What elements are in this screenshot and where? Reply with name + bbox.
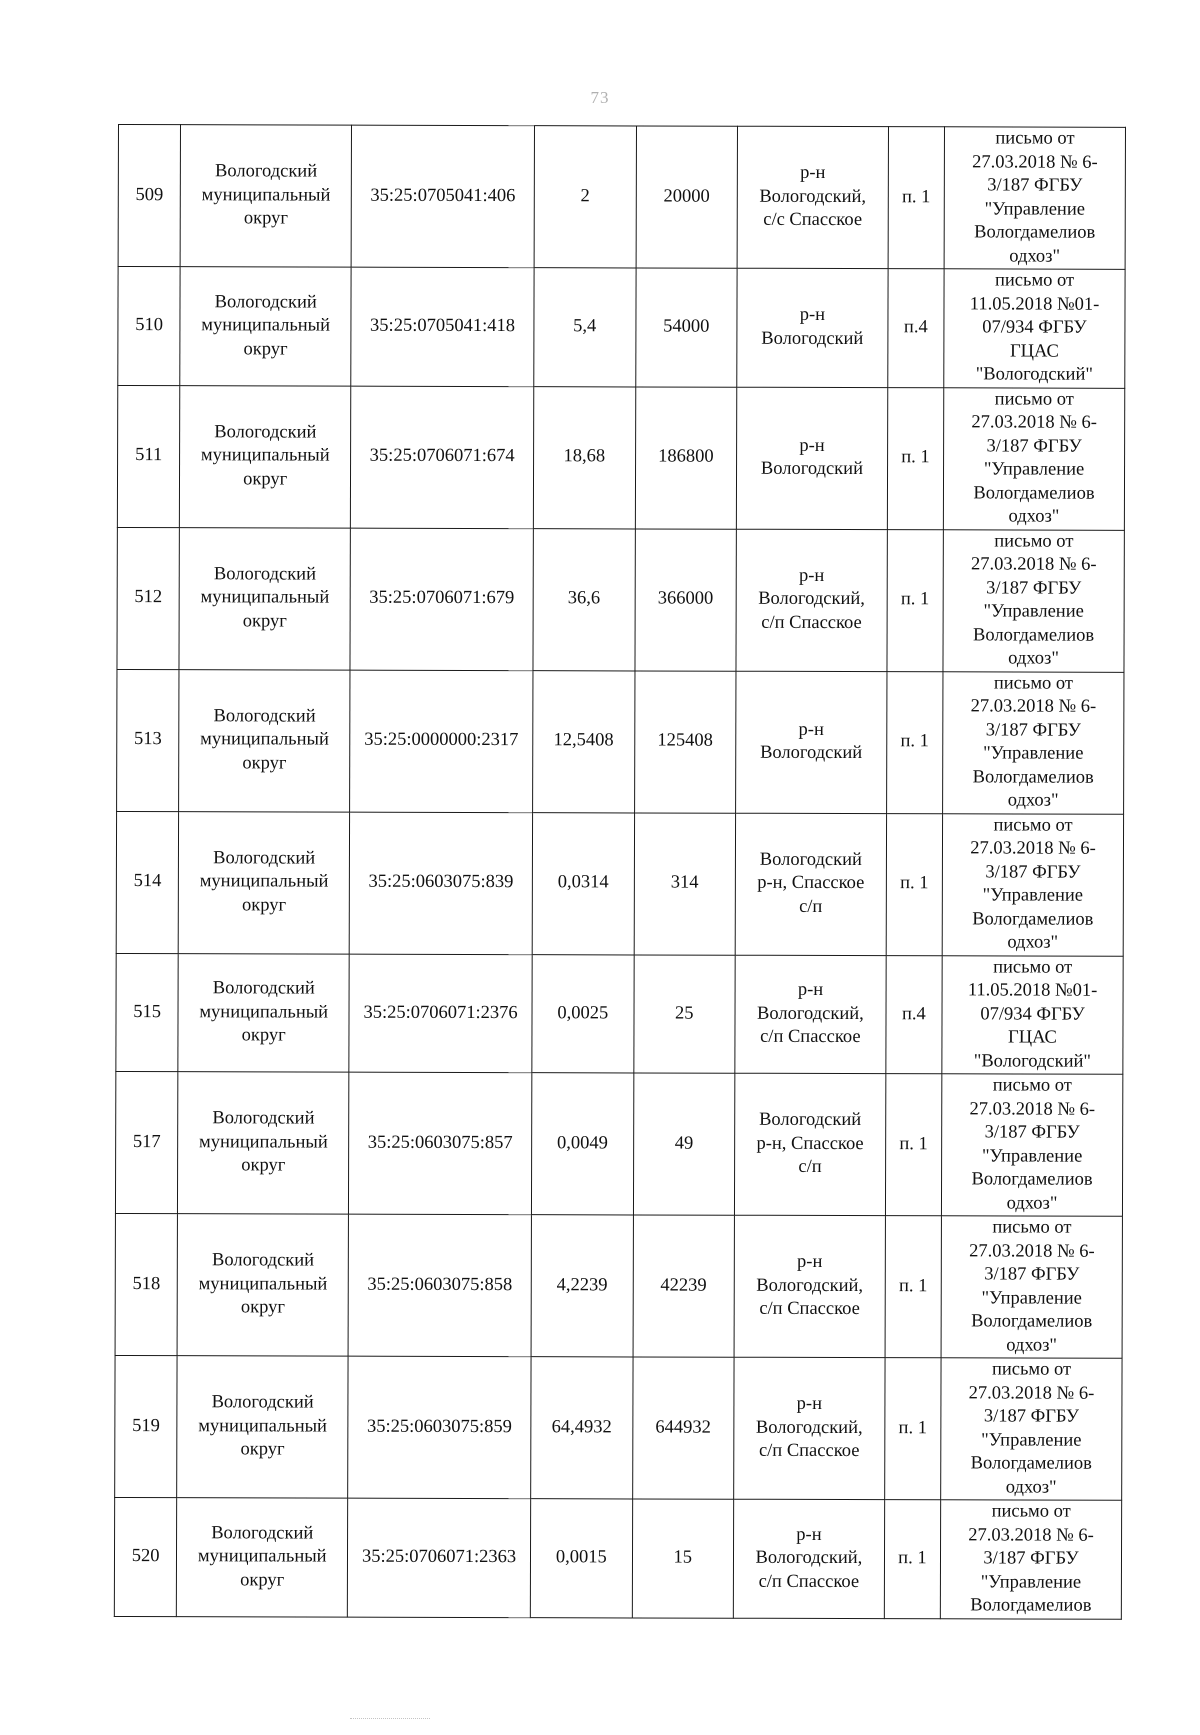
- basis-document: письмо от 11.05.2018 №01- 07/934 ФГБУ ГЦАС "Вологодский": [944, 269, 1125, 388]
- area-square-meters: 20000: [636, 126, 738, 268]
- basis-document: письмо от 27.03.2018 № 6- 3/187 ФГБУ "Управление Вологдамелиов одхоз": [942, 1074, 1123, 1217]
- area-hectares: 0,0314: [532, 812, 634, 954]
- row-number: 515: [116, 953, 179, 1072]
- table-row: [118, 125, 1125, 270]
- row-number: 519: [115, 1355, 178, 1497]
- plot-location: р-н Вологодский, с/п Спасское: [734, 1215, 885, 1357]
- table-row: [116, 811, 1123, 956]
- plot-location: Вологодский р-н, Спасское с/п: [735, 1073, 886, 1215]
- plot-location: р-н Вологодский: [736, 387, 887, 529]
- table-row: [117, 669, 1124, 814]
- area-hectares: 64,4932: [531, 1357, 633, 1499]
- basis-document: письмо от 27.03.2018 № 6- 3/187 ФГБУ "Управление Вологдамелиов одхоз": [943, 387, 1124, 530]
- table-row: [116, 953, 1123, 1074]
- plot-location: Вологодский р-н, Спасское с/п: [735, 813, 886, 955]
- area-hectares: 36,6: [533, 528, 635, 670]
- municipal-district: Вологодский муниципальный округ: [179, 527, 350, 669]
- basis-document: письмо от 27.03.2018 № 6- 3/187 ФГБУ "Управление Вологдамелиов одхоз": [944, 127, 1125, 270]
- cadastral-number: 35:25:0706071:679: [350, 528, 533, 671]
- table-row: [117, 527, 1124, 672]
- clause-reference: п. 1: [885, 1074, 942, 1216]
- row-number: 509: [118, 125, 181, 267]
- cadastral-number: 35:25:0706071:674: [351, 386, 534, 529]
- table-row: [115, 1213, 1122, 1358]
- plot-location: р-н Вологодский, с/п Спасское: [734, 1357, 885, 1499]
- area-square-meters: 314: [634, 812, 736, 954]
- clause-reference: п. 1: [887, 387, 944, 529]
- area-hectares: 2: [534, 126, 636, 268]
- row-number: 517: [115, 1071, 178, 1213]
- table-row: [114, 1497, 1121, 1618]
- table-row: [115, 1355, 1122, 1500]
- area-hectares: 0,0025: [532, 954, 634, 1073]
- area-square-meters: 54000: [635, 268, 737, 387]
- clause-reference: п. 1: [884, 1500, 941, 1619]
- municipal-district: Вологодский муниципальный округ: [177, 1214, 348, 1356]
- municipal-district: Вологодский муниципальный округ: [179, 669, 350, 811]
- clause-reference: п. 1: [885, 1216, 942, 1358]
- municipal-district: Вологодский муниципальный округ: [178, 811, 349, 953]
- plot-location: р-н Вологодский: [736, 671, 887, 813]
- municipal-district: Вологодский муниципальный округ: [180, 267, 351, 386]
- clause-reference: п.4: [888, 269, 945, 388]
- basis-document: письмо от 27.03.2018 № 6- 3/187 ФГБУ "Управление Вологдамелиов одхоз": [942, 813, 1123, 956]
- cadastral-number: 35:25:0603075:859: [348, 1356, 531, 1499]
- plot-location: р-н Вологодский, с/п Спасское: [733, 1499, 884, 1618]
- basis-document: письмо от 27.03.2018 № 6- 3/187 ФГБУ "Управление Вологдамелиов одхоз": [943, 671, 1124, 814]
- cadastral-number: 35:25:0705041:406: [351, 125, 534, 268]
- area-square-meters: 366000: [635, 528, 737, 670]
- basis-document: письмо от 27.03.2018 № 6- 3/187 ФГБУ "Управление Вологдамелиов: [940, 1500, 1121, 1619]
- scan-artifact: [350, 1718, 430, 1725]
- area-square-meters: 644932: [632, 1357, 734, 1499]
- area-square-meters: 15: [632, 1499, 734, 1618]
- cadastral-number: 35:25:0706071:2376: [349, 954, 532, 1073]
- plot-location: р-н Вологодский, с/п Спасское: [735, 955, 886, 1074]
- basis-document: письмо от 27.03.2018 № 6- 3/187 ФГБУ "Управление Вологдамелиов одхоз": [941, 1216, 1122, 1359]
- plot-location: р-н Вологодский: [737, 268, 888, 387]
- area-square-meters: 186800: [635, 386, 737, 528]
- clause-reference: п. 1: [884, 1358, 941, 1500]
- plot-location: р-н Вологодский, с/п Спасское: [736, 529, 887, 671]
- table-row: [118, 267, 1125, 388]
- area-hectares: 12,5408: [533, 670, 635, 812]
- area-hectares: 18,68: [533, 386, 635, 528]
- municipal-district: Вологодский муниципальный округ: [177, 1498, 348, 1617]
- land-plots-table: [114, 124, 1126, 1619]
- area-square-meters: 42239: [633, 1215, 735, 1357]
- page-number: 73: [590, 88, 610, 107]
- table-row: [115, 1071, 1122, 1216]
- cadastral-number: 35:25:0706071:2363: [347, 1498, 530, 1617]
- clause-reference: п. 1: [886, 813, 943, 955]
- basis-document: письмо от 27.03.2018 № 6- 3/187 ФГБУ "Управление Вологдамелиов одхоз": [941, 1358, 1122, 1501]
- row-number: 513: [117, 669, 180, 811]
- area-hectares: 5,4: [534, 268, 636, 387]
- clause-reference: п. 1: [888, 127, 945, 269]
- table-body: [114, 125, 1125, 1619]
- clause-reference: п.4: [886, 955, 943, 1074]
- cadastral-number: 35:25:0705041:418: [351, 267, 534, 386]
- area-hectares: 0,0049: [532, 1073, 634, 1215]
- municipal-district: Вологодский муниципальный округ: [177, 1356, 348, 1498]
- row-number: 512: [117, 527, 180, 669]
- cadastral-number: 35:25:0603075:857: [349, 1072, 532, 1215]
- basis-document: письмо от 11.05.2018 №01- 07/934 ФГБУ ГЦАС "Вологодский": [942, 955, 1123, 1074]
- cadastral-number: 35:25:0603075:858: [348, 1214, 531, 1357]
- basis-document: письмо от 27.03.2018 № 6- 3/187 ФГБУ "Управление Вологдамелиов одхоз": [943, 529, 1124, 672]
- cadastral-number: 35:25:0000000:2317: [350, 670, 533, 813]
- area-hectares: 4,2239: [531, 1215, 633, 1357]
- clause-reference: п. 1: [887, 529, 944, 671]
- row-number: 520: [114, 1497, 177, 1616]
- plot-location: р-н Вологодский, с/с Спасское: [737, 126, 888, 268]
- municipal-district: Вологодский муниципальный округ: [180, 385, 351, 527]
- municipal-district: Вологодский муниципальный округ: [178, 953, 349, 1072]
- area-square-meters: 49: [633, 1073, 735, 1215]
- row-number: 514: [116, 811, 179, 953]
- table-row: [117, 385, 1124, 530]
- municipal-district: Вологодский муниципальный округ: [178, 1072, 349, 1214]
- row-number: 518: [115, 1213, 178, 1355]
- clause-reference: п. 1: [886, 671, 943, 813]
- area-hectares: 0,0015: [530, 1499, 632, 1618]
- municipal-district: Вологодский муниципальный округ: [180, 125, 351, 267]
- row-number: 511: [117, 385, 180, 527]
- area-square-meters: 25: [633, 954, 735, 1073]
- cadastral-number: 35:25:0603075:839: [349, 812, 532, 955]
- area-square-meters: 125408: [634, 670, 736, 812]
- row-number: 510: [118, 267, 181, 386]
